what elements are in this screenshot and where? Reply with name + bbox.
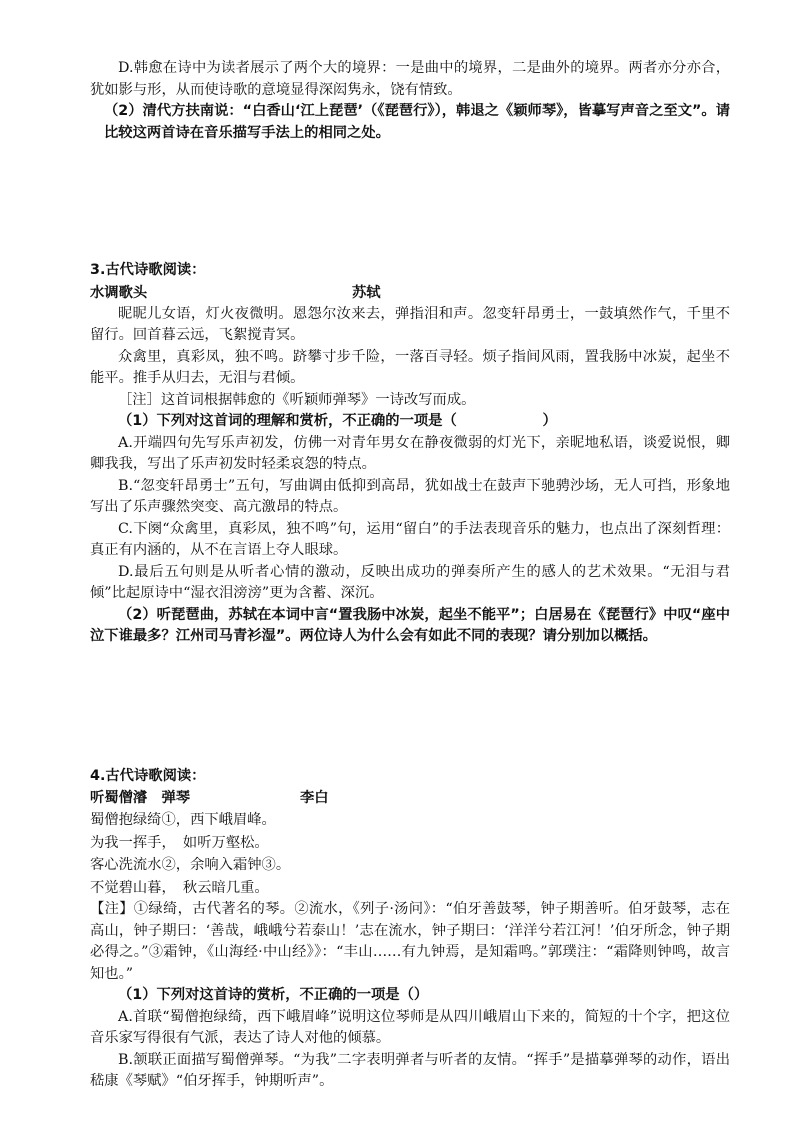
q3-poem-stanza-1: 昵昵儿女语，灯火夜微明。恩怨尔汝来去，弹指泪和声。忽变轩昂勇士，一鼓填然作气，千里不留行。回首暮云远，飞絮搅青冥。 [90, 305, 730, 343]
q4-heading: 4.古代诗歌阅读： [90, 767, 206, 784]
q3-option-c: C.下阕“众禽里，真彩凤，独不鸣”句，运用“留白”的手法表现音乐的魅力，也点出了深刻哲理：真正有内涵的，从不在言语上夺人眼球。 [90, 520, 730, 558]
q4-poem-author: 李白 [300, 790, 329, 806]
q4-poem-line-1: 蜀僧抱绿绮①，西下峨眉峰。 [90, 812, 276, 828]
q3-note: ［注］这首词根据韩愈的《听颖师弹琴》一诗改写而成。 [118, 391, 476, 408]
q3-poem-author: 苏轼 [352, 284, 381, 301]
q2-option-d: D.韩愈在诗中为读者展示了两个大的境界：一是曲中的境界，二是曲外的境界。两者亦分亦合，犹如影与形，从而使诗歌的意境显得深闳隽永，饶有情致。 [90, 60, 730, 98]
q3-option-b: B.“忽变轩昂勇士”五句，写曲调由低抑到高昂，犹如战士在鼓声下驰骋沙场，无人可挡，形象地写出了乐声骤然突变、高亢激昂的特点。 [90, 477, 730, 515]
q4-poem-title: 听蜀僧濬 弹琴 [90, 790, 191, 806]
q4-poem-line-4: 不觉碧山暮， 秋云暗几重。 [90, 879, 269, 896]
q3-option-d: D.最后五句则是从听者心情的激动，反映出成功的弹奏所产生的感人的艺术效果。“无泪与君倾”比起原诗中“湿衣泪滂滂”更为含蓄、深沉。 [90, 563, 730, 601]
q4-poem-line-3: 客心洗流水②，余响入霜钟③。 [90, 857, 291, 873]
q2-subquestion-2: （2）清代方扶南说：“白香山‘江上琵琶’（《琵琶行》），韩退之《颖师琴》，皆摹写声音之至文”。请比较这两首诗在音乐描写手法上的相同之处。 [104, 103, 730, 141]
q4-subquestion-1: （1）下列对这首诗的赏析，不正确的一项是（） [118, 987, 429, 1003]
q4-poem-line-2: 为我一挥手， 如听万壑松。 [90, 834, 269, 851]
q3-poem-title: 水调歌头 [90, 284, 148, 301]
q4-option-a: A.首联“蜀僧抱绿绮，西下峨眉峰”说明这位琴师是从四川峨眉山下来的，简短的十个字，把这位音乐家写得很有气派，表达了诗人对他的倾慕。 [90, 1008, 730, 1046]
q4-note: 【注】①绿绮，古代著名的琴。②流水，《列子·汤问》：“伯牙善鼓琴，钟子期善听。伯牙鼓琴，志在高山，钟子期曰：‘善哉，峨峨兮若泰山！’志在流水，钟子期曰：‘洋洋兮若江河！’伯牙所念，钟子期必得之。”③霜钟，《山海经·中山经》》：“丰山……有九钟焉，是知霜鸣。”郭璞注：“霜降则钟鸣，故言知也。” [90, 901, 730, 982]
q3-heading: 3.古代诗歌阅读： [90, 262, 206, 278]
q3-title-row [90, 282, 730, 304]
q3-subquestion-1: （1）下列对这首词的理解和赏析，不正确的一项是（ ） [118, 413, 557, 429]
q4-title-row [90, 787, 730, 809]
q3-poem-stanza-2: 众禽里，真彩凤，独不鸣。跻攀寸步千险，一落百寻轻。烦子指间风雨，置我肠中冰炭，起坐不能平。推手从归去，无泪与君倾。 [90, 348, 730, 386]
page [90, 58, 730, 1093]
q3-option-a: A.开端四句先写乐声初发，仿佛一对青年男女在静夜微弱的灯光下，亲昵地私语，谈爱说恨，卿卿我我，写出了乐声初发时轻柔哀怨的特点。 [90, 434, 730, 472]
q4-option-b: B.颔联正面描写蜀僧弹琴。“为我”二字表明弹者与听者的友情。“挥手”是描摹弹琴的动作，语出嵇康《琴赋》“伯牙挥手，钟期听声”。 [90, 1051, 730, 1089]
q3-subquestion-2: （2）听琵琶曲，苏轼在本词中言“置我肠中冰炭，起坐不能平”；白居易在《琵琶行》中叹“座中泣下谁最多？江州司马青衫湿”。两位诗人为什么会有如此不同的表现？请分别加以概括。 [90, 606, 730, 644]
